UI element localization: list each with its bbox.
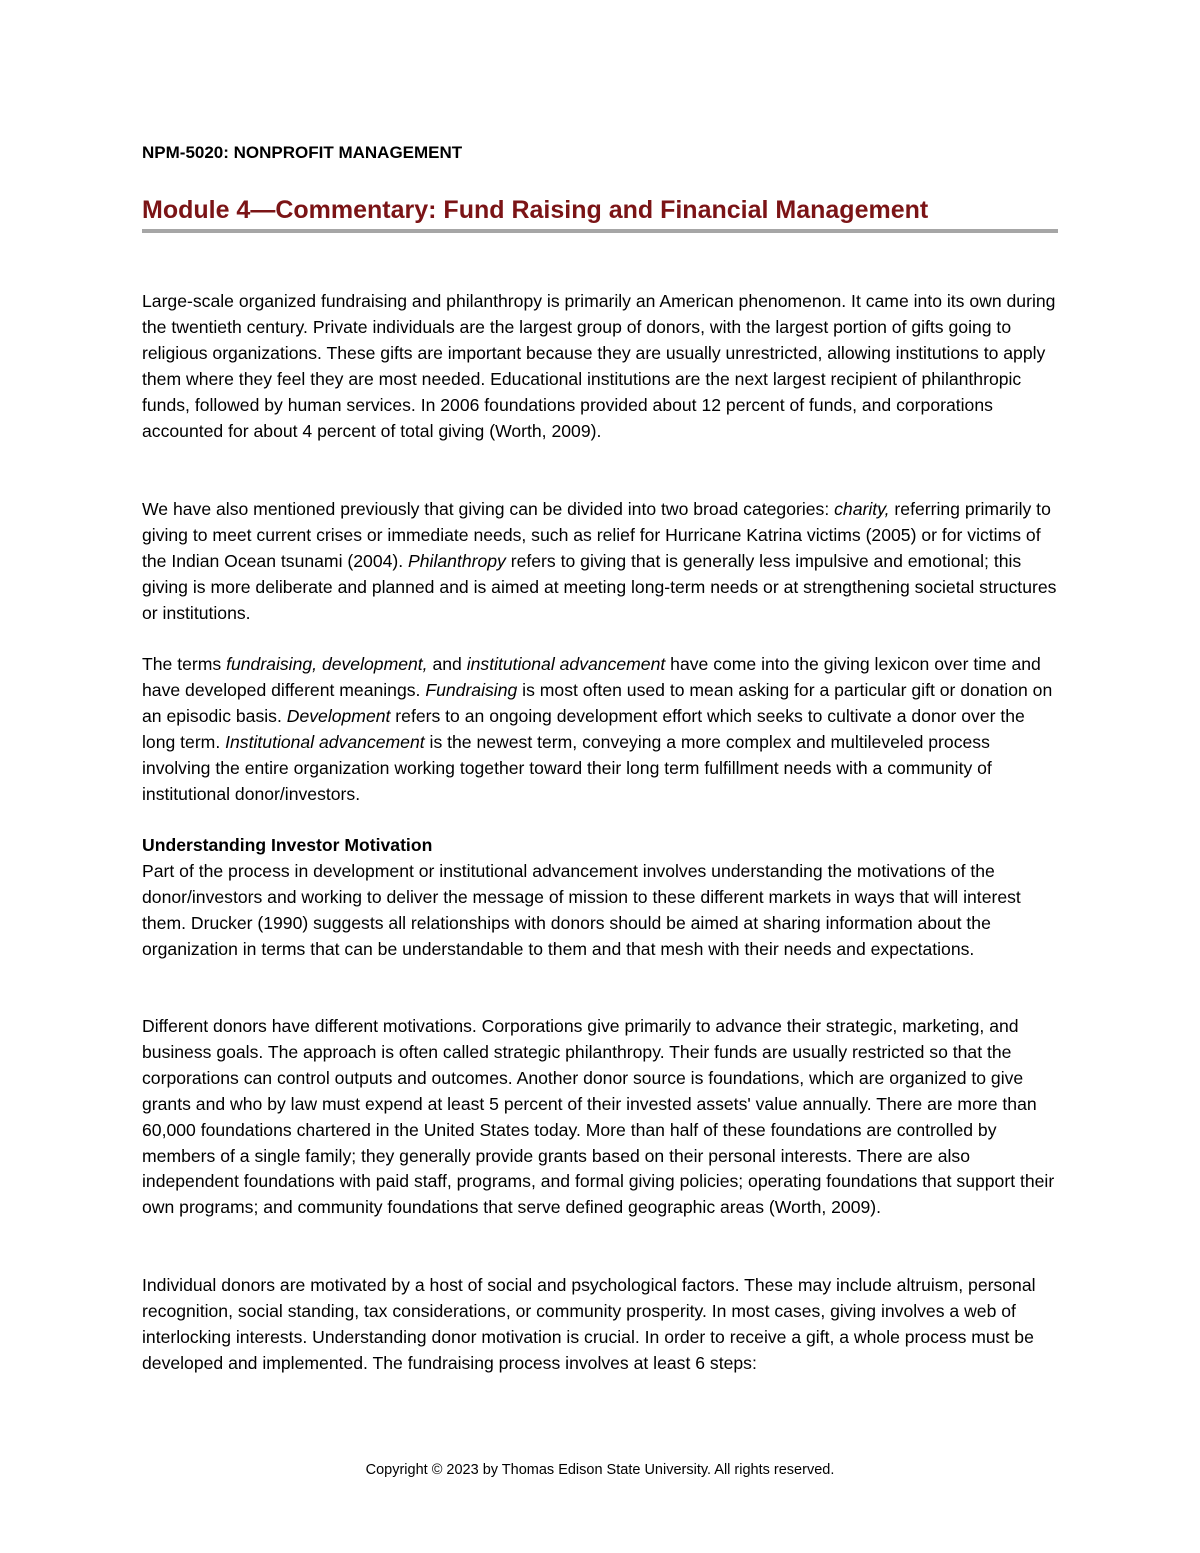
paragraph-individual-donors: Individual donors are motivated by a host of social and psychological factors. These may include altruism, personal recognition, social standing, tax considerations, or community prosperity. In most cases, giving involves a web of interlocking interests. Understanding donor motivation is crucial. In order to receive a gift, a whole process must be developed and implemented. The fundraising process involves at least 6 steps: (142, 1275, 1036, 1373)
text-run: refers to an ongoing development effort which seeks to cultivate a donor over the long term. (142, 705, 1025, 752)
text-run: and (427, 654, 467, 674)
term-development: development, (321, 654, 428, 674)
section-heading: Understanding Investor Motivation (142, 835, 433, 855)
title-underline (142, 229, 1058, 233)
text-run: The terms (142, 654, 227, 674)
paragraph-intro: Large-scale organized fundraising and philanthropy is primarily an American phenomenon. It came into its own during the twentieth century. Private individuals are the largest group of donors, with the largest portion of gifts going to religious organizations. These gifts are important because they are usually unrestricted, allowing institutions to apply them where they feel they are most needed. Educational institutions are the next largest recipient of philanthropic funds, followed by human services. In 2006 foundations provided about 12 percent of funds, and corporations accounted for about 4 percent of total giving (Worth, 2009). (142, 291, 1056, 441)
term-fundraising: Fundraising (425, 679, 518, 700)
paragraph-terms (142, 652, 1062, 807)
copyright-footer: Copyright © 2023 by Thomas Edison State University. All rights reserved. (365, 1462, 835, 1478)
term-philanthropy: Philanthropy (408, 550, 506, 571)
text-run: refers to giving that is generally less impulsive and emotional; this giving is more deliberate and planned and is aimed at meeting long-term needs or at strengthening societal structures or institutions. (142, 550, 1057, 623)
text-run: is the newest term, conveying a more complex and multileveled process involving the entire organization working together toward their long term fulfillment needs with a community of institutional donor/investors. (142, 731, 992, 804)
term-fundraising: fundraising, (226, 654, 318, 674)
page-title: Module 4—Commentary: Fund Raising and Financial Management (142, 196, 929, 224)
paragraph-investor-motivation: Part of the process in development or institutional advancement involves understanding the motivations of the donor/investors and working to deliver the message of mission to these different markets in ways that will interest them. Drucker (1990) suggests all relationships with donors should be aimed at sharing information about the organization in terms that can be understandable to them and that mesh with their needs and expectations. (142, 861, 1021, 959)
term-development: Development (286, 705, 391, 726)
text-run: have come into the giving lexicon over time and have developed different meanings. (142, 654, 1041, 700)
text-run: We have also mentioned previously that giving can be divided into two broad categories: (142, 499, 835, 519)
term-institutional-advancement: institutional advancement (466, 654, 666, 674)
text-run: referring primarily to giving to meet current crises or immediate needs, such as relief for Hurricane Katrina victims (2005) or for victims of the Indian Ocean tsunami (2004). (142, 499, 1051, 571)
paragraph-charity-philanthropy (142, 497, 1062, 627)
text-run: is most often used to mean asking for a particular gift or donation on an episodic basis. (142, 679, 1053, 726)
paragraph-donor-motivations: Different donors have different motivations. Corporations give primarily to advance their strategic, marketing, and business goals. The approach is often called strategic philanthropy. Their funds are usually restricted so that the corporations can control outputs and outcomes. Another donor source is foundations, which are organized to give grants and who by law must expend at least 5 percent of their invested assets' value annually. There are more than 60,000 foundations chartered in the United States today. More than half of these foundations are controlled by members of a single family; they generally provide grants based on their personal interests. There are also independent foundations with paid staff, programs, and formal giving policies; operating foundations that support their own programs; and community foundations that serve defined geographic areas (Worth, 2009). (142, 1016, 1055, 1218)
term-charity: charity, (834, 499, 890, 519)
term-institutional-advancement: Institutional advancement (225, 731, 425, 752)
course-code-heading: NPM-5020: NONPROFIT MANAGEMENT (142, 143, 463, 162)
